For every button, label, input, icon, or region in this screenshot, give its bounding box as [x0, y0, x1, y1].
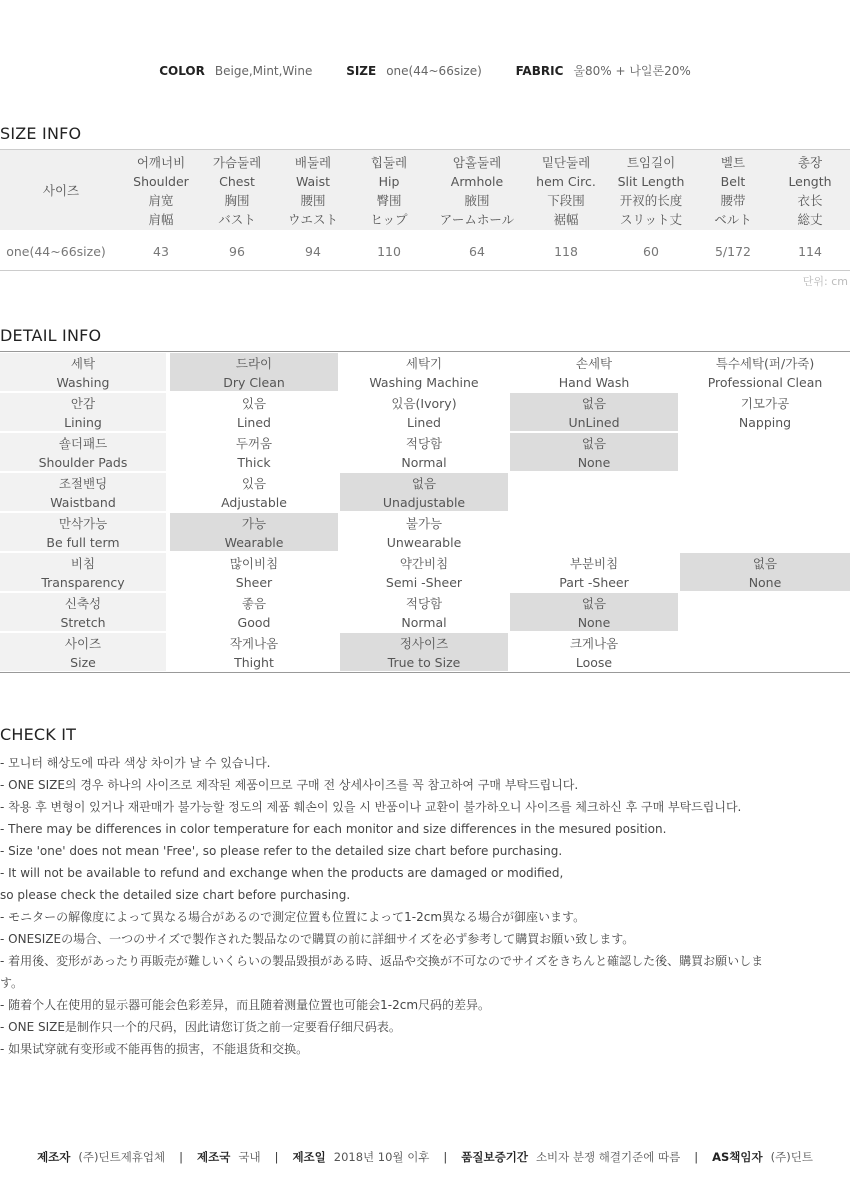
size-table-bottom-line: [0, 270, 850, 271]
check-it-line: - ONE SIZE의 경우 하나의 사이즈로 제작된 제품이므로 구매 전 상세사이즈를 꼭 참고하여 구매 부탁드립니다.: [0, 778, 579, 792]
detail-option-en: Part -Sheer: [559, 575, 629, 590]
detail-label-line: 만삭가능: [58, 516, 108, 531]
size-header-line: 総丈: [797, 212, 823, 227]
footer-separator: |: [443, 1150, 448, 1164]
check-it-line: - It will not be available to refund and exchange when the products are damaged or modified,: [0, 866, 564, 880]
detail-option-ko: 정사이즈: [399, 636, 449, 651]
detail-option: [510, 353, 678, 391]
size-header-col: [126, 153, 196, 229]
size-header-line: ベルト: [714, 212, 752, 227]
detail-option: [170, 593, 338, 631]
detail-option-ko: 약간비침: [399, 556, 449, 571]
size-value: one(44~66size): [386, 64, 482, 78]
detail-row-label: [0, 553, 166, 591]
size-header-line: ウエスト: [287, 212, 338, 227]
size-header-line: バスト: [218, 212, 256, 227]
detail-option-ko: 적당함: [405, 436, 443, 451]
size-header-line: Shoulder: [133, 174, 189, 189]
check-it-line: - 随着个人在使用的显示器可能会色彩差异，而且随着测量位置也可能会1-2cm尺码的差异。: [0, 998, 491, 1012]
detail-option-selected: [510, 433, 678, 471]
size-value-cell: 96: [229, 244, 245, 259]
footer-value: 2018년 10월 이후: [333, 1150, 430, 1164]
size-header-line: 胸围: [224, 193, 250, 208]
detail-option: [340, 433, 508, 471]
size-header-label: 사이즈: [42, 183, 80, 198]
detail-label-line: Be full term: [46, 535, 120, 550]
size-header-line: 裾幅: [553, 212, 579, 227]
footer-label: 제조자: [37, 1150, 71, 1164]
size-header-line: 암홀둘레: [452, 155, 502, 170]
size-header-line: ヒップ: [370, 212, 408, 227]
detail-option: [680, 393, 850, 431]
size-row-label: one(44~66size): [6, 244, 106, 259]
detail-label-line: 숄더패드: [58, 436, 108, 451]
size-header-line: 배둘레: [294, 155, 332, 170]
detail-option-ko: 세탁기: [405, 356, 443, 371]
size-header-col: [698, 153, 768, 229]
detail-option-en: Hand Wash: [558, 375, 630, 390]
detail-label-line: 조절밴딩: [58, 476, 108, 491]
size-header-line: 衣长: [797, 193, 823, 208]
detail-row-label: [0, 473, 166, 511]
check-it-line: - 모니터 해상도에 따라 색상 차이가 날 수 있습니다.: [0, 756, 271, 770]
footer-label: 품질보증기간: [461, 1150, 528, 1164]
detail-option: [340, 393, 508, 431]
detail-option-ko: 드라이: [235, 356, 273, 371]
size-header-line: Waist: [295, 174, 331, 189]
color-value: Beige,Mint,Wine: [214, 64, 313, 78]
detail-option-selected: [340, 473, 508, 511]
detail-option-en: Thick: [237, 455, 271, 470]
detail-option-en: Thight: [234, 655, 274, 670]
size-value-cell: 64: [469, 244, 485, 259]
size-header-line: 트임길이: [626, 155, 676, 170]
detail-option-en: Loose: [575, 655, 613, 670]
detail-row-label: [0, 393, 166, 431]
check-it-line: - ONESIZEの場合、一つのサイズで製作された製品なので購買の前に詳細サイズを必ず参考して購買お願い致します。: [0, 932, 635, 946]
size-header-line: Armhole: [450, 174, 504, 189]
size-value-cell: 94: [305, 244, 321, 259]
detail-option-en: Washing Machine: [369, 375, 479, 390]
detail-label-line: Size: [70, 655, 96, 670]
detail-option-en: None: [748, 575, 782, 590]
detail-table-bottom-line: [0, 672, 850, 673]
detail-option-en: Professional Clean: [707, 375, 823, 390]
size-header-line: 총장: [797, 155, 823, 170]
detail-option: [170, 433, 338, 471]
detail-label-line: Stretch: [60, 615, 106, 630]
size-header-line: Hip: [378, 174, 400, 189]
detail-label-line: 비침: [70, 556, 96, 571]
detail-option-ko: 적당함: [405, 596, 443, 611]
detail-option-selected: [680, 553, 850, 591]
size-header-col: [354, 153, 424, 229]
size-header-col: [278, 153, 348, 229]
footer-label: AS책임자: [712, 1150, 763, 1164]
size-header-line: 肩幅: [148, 212, 174, 227]
size-value-cell: 43: [153, 244, 169, 259]
detail-option-ko: 특수세탁(퍼/가죽): [715, 356, 815, 371]
detail-option-en: Unadjustable: [382, 495, 466, 510]
detail-option-ko: 손세탁: [575, 356, 613, 371]
detail-option-en: Dry Clean: [223, 375, 285, 390]
detail-row-label: [0, 513, 166, 551]
detail-option-en: Napping: [738, 415, 792, 430]
detail-row-label: [0, 593, 166, 631]
size-header-line: hem Circ.: [536, 174, 596, 189]
detail-option-ko: 없음: [581, 596, 607, 611]
detail-option-en: Normal: [401, 455, 447, 470]
detail-label-line: Lining: [64, 415, 102, 430]
detail-option-ko: 작게나옴: [229, 636, 279, 651]
detail-option-en: True to Size: [387, 655, 461, 670]
detail-row-label: [0, 633, 166, 671]
check-it-line: - 착용 후 변형이 있거나 재판매가 불가능할 정도의 제품 훼손이 있을 시 반품이나 교환이 불가하오니 사이즈를 체크하신 후 구매 부탁드립니다.: [0, 800, 742, 814]
footer-value: 국내: [238, 1150, 261, 1164]
detail-option: [170, 633, 338, 671]
size-header-line: 가슴둘레: [212, 155, 262, 170]
detail-option: [170, 473, 338, 511]
detail-option-en: None: [577, 455, 611, 470]
size-header-line: Length: [788, 174, 832, 189]
detail-option-ko: 있음: [241, 476, 267, 491]
detail-label-line: Washing: [56, 375, 110, 390]
detail-option-ko: 불가능: [405, 516, 443, 531]
size-value-cell: 118: [554, 244, 578, 259]
detail-label-line: Shoulder Pads: [38, 455, 128, 470]
footer-value: (주)딘트제휴업체: [78, 1150, 166, 1164]
check-it-title: CHECK IT: [0, 725, 77, 744]
size-header-col: [526, 153, 606, 229]
detail-label-line: 사이즈: [64, 636, 102, 651]
size-header-line: 臀围: [376, 193, 402, 208]
size-header-line: 肩宽: [148, 193, 174, 208]
size-header-line: 어깨너비: [136, 155, 186, 170]
detail-option-ko: 좋음: [241, 596, 267, 611]
size-header-line: 힙둘레: [370, 155, 408, 170]
detail-option-en: Adjustable: [221, 495, 287, 510]
detail-option-en: Unwearable: [386, 535, 462, 550]
size-header-col: [432, 153, 522, 229]
size-header-col: [606, 153, 696, 229]
detail-label-line: 신축성: [64, 596, 102, 611]
footer-separator: |: [179, 1150, 184, 1164]
footer-label: 제조일: [292, 1150, 326, 1164]
size-header-line: 开衩的长度: [619, 193, 683, 208]
check-it-notes: [0, 752, 763, 1060]
detail-option-en: Lined: [237, 415, 271, 430]
detail-label-line: Waistband: [50, 495, 116, 510]
detail-option: [170, 393, 338, 431]
size-header-line: 밑단둘레: [541, 155, 591, 170]
check-it-line: - 如果试穿就有变形或不能再售的损害，不能退货和交换。: [0, 1042, 309, 1056]
size-header-line: 벨트: [720, 155, 746, 170]
footer-value: 소비자 분쟁 해결기준에 따름: [535, 1150, 681, 1164]
detail-option-ko: 크게나옴: [569, 636, 619, 651]
check-it-line: - 着用後、変形があったり再販売が難しいくらいの製品毀損がある時、返品や交換が不可なのでサイズをきちんと確認した後、購買お願いしま: [0, 954, 764, 968]
size-header-line: Belt: [720, 174, 746, 189]
detail-option-selected: [510, 393, 678, 431]
detail-option: [510, 633, 678, 671]
detail-option-ko: 없음: [581, 396, 607, 411]
unit-label: 단위: cm: [802, 275, 848, 288]
check-it-line: so please check the detailed size chart before purchasing.: [0, 888, 351, 902]
detail-option: [340, 353, 508, 391]
footer-value: (주)딘트: [770, 1150, 813, 1164]
detail-option-ko: 부분비침: [569, 556, 619, 571]
detail-option: [170, 553, 338, 591]
detail-label-line: 안감: [70, 396, 96, 411]
detail-info-title: DETAIL INFO: [0, 326, 102, 345]
fabric-value: 울80% + 나일론20%: [573, 64, 691, 78]
detail-option-ko: 기모가공: [740, 396, 790, 411]
size-header-line: Slit Length: [617, 174, 685, 189]
detail-option: [510, 553, 678, 591]
manufacturer-footer: [0, 1149, 850, 1165]
size-header-line: アームホール: [439, 212, 515, 227]
detail-option-ko: 있음: [241, 396, 267, 411]
detail-option: [680, 353, 850, 391]
detail-option-ko: 없음: [411, 476, 437, 491]
check-it-line: - Size 'one' does not mean 'Free', so please refer to the detailed size chart before purchasing.: [0, 844, 563, 858]
detail-option-selected: [510, 593, 678, 631]
detail-row-label: [0, 433, 166, 471]
detail-option-ko: 많이비침: [229, 556, 279, 571]
detail-option-en: UnLined: [568, 415, 620, 430]
fabric-label: FABRIC: [515, 64, 564, 78]
detail-label-line: 세탁: [70, 356, 96, 371]
size-header-line: 下段围: [547, 193, 585, 208]
product-spec-line: [0, 62, 850, 79]
size-header-line: 腰带: [720, 193, 746, 208]
detail-option-ko: 없음: [752, 556, 778, 571]
detail-option-en: Wearable: [224, 535, 284, 550]
detail-option: [340, 553, 508, 591]
size-header-line: Chest: [219, 174, 255, 189]
check-it-line: す。: [0, 976, 24, 990]
detail-option-ko: 없음: [581, 436, 607, 451]
check-it-line: - モニターの解像度によって異なる場合があるので測定位置も位置によって1-2cm異なる場合が御座います。: [0, 910, 586, 924]
detail-option-selected: [170, 513, 338, 551]
detail-option: [340, 513, 508, 551]
detail-option-en: Lined: [407, 415, 441, 430]
size-value-cell: 114: [798, 244, 822, 259]
size-header-col: [202, 153, 272, 229]
detail-option-ko: 두꺼움: [235, 436, 273, 451]
detail-label-line: Transparency: [41, 575, 125, 590]
color-label: COLOR: [159, 64, 205, 78]
detail-option-ko: 가능: [241, 516, 267, 531]
detail-option-selected: [170, 353, 338, 391]
detail-option-en: Semi -Sheer: [385, 575, 463, 590]
size-header-line: 腋围: [464, 193, 490, 208]
detail-option-en: Normal: [401, 615, 447, 630]
size-value-cell: 5/172: [714, 244, 752, 259]
size-header-line: 腰围: [300, 193, 326, 208]
footer-separator: |: [274, 1150, 279, 1164]
check-it-line: - ONE SIZE是制作只一个的尺码，因此请您订货之前一定要看仔细尺码表。: [0, 1020, 401, 1034]
size-value-cell: 110: [377, 244, 401, 259]
size-label: SIZE: [346, 64, 377, 78]
size-header-col: [775, 153, 845, 229]
detail-option-ko: 있음(Ivory): [391, 396, 457, 411]
footer-label: 제조국: [197, 1150, 231, 1164]
size-header-line: スリット丈: [619, 212, 682, 227]
detail-option: [340, 593, 508, 631]
size-info-title: SIZE INFO: [0, 124, 82, 143]
detail-option-en: Good: [237, 615, 271, 630]
detail-row-label: [0, 353, 166, 391]
detail-option-en: None: [577, 615, 611, 630]
size-value-cell: 60: [643, 244, 659, 259]
detail-option-en: Sheer: [235, 575, 273, 590]
detail-option-selected: [340, 633, 508, 671]
check-it-line: - There may be differences in color temperature for each monitor and size differences in the mesured position.: [0, 822, 667, 836]
footer-separator: |: [694, 1150, 699, 1164]
